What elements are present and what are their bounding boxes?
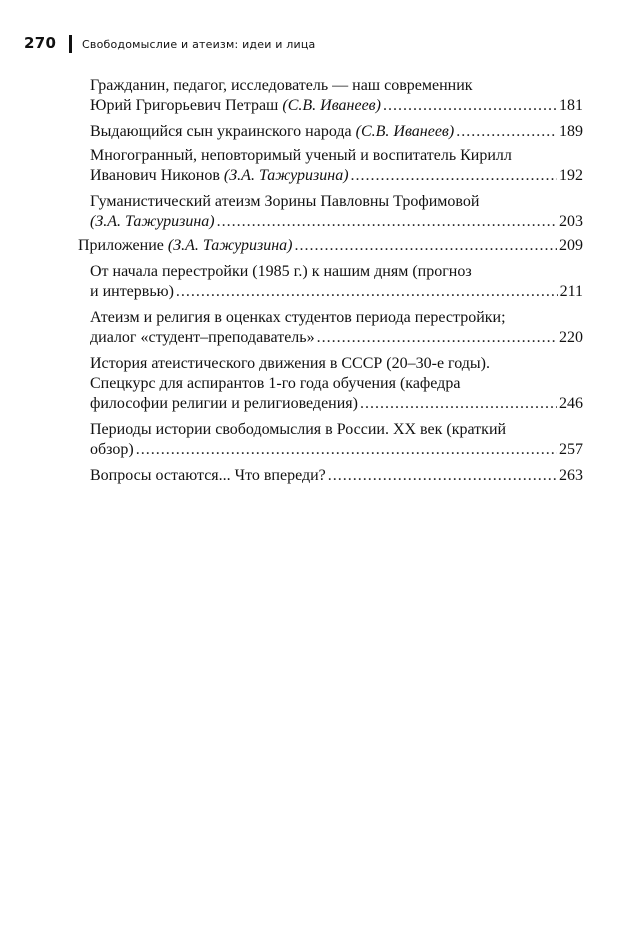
dot-leader [360,394,557,414]
toc-entry-title: диалог «студент–преподаватель» [90,329,315,346]
toc-entry-title: философии религии и религиоведения) [90,395,358,412]
toc-page-number: 181 [559,97,583,114]
toc-entry-line[interactable] [90,394,583,414]
toc-entry-title: Гражданин, педагог, исследователь — наш современник [90,77,473,94]
toc-entry-title: Многогранный, неповторимый ученый и воспитатель Кирилл [90,147,512,164]
toc-entry-author: (З.А. Тажуризина) [223,167,349,184]
dot-leader [217,212,557,232]
toc-entry-line [90,192,479,212]
toc-entry-title: Спецкурс для аспирантов 1-го года обучения (кафедра [90,375,461,392]
toc-entry-title: Периоды истории свободомыслия в России. XX век (краткий [90,421,507,438]
toc-entry-title: и интервью) [90,283,174,300]
toc-entry-title: Иванович Никонов [90,167,224,184]
dot-leader [136,440,557,460]
toc-entry-author: (С.В. Иванеев) [355,123,455,140]
toc-page-number: 189 [559,123,583,140]
toc-entry-line[interactable] [90,122,583,142]
toc-section-title: Приложение [78,237,168,254]
toc-entry-line [90,420,506,440]
toc-entry-line[interactable] [90,212,583,232]
toc-page-number: 203 [559,213,583,230]
toc-page-number: 209 [559,237,583,254]
toc-entry-title: Выдающийся сын украинского народа [90,123,356,140]
toc-page-number: 263 [559,467,583,484]
toc-entry-title: История атеистического движения в СССР (20–30-е годы). [90,355,490,372]
toc-page-number: 211 [559,283,583,300]
toc-entry-line[interactable] [90,328,583,348]
toc-entry-line[interactable] [90,282,583,302]
toc-page-number: 220 [559,329,583,346]
toc-entry-line [90,308,506,328]
toc-page-number: 192 [559,167,583,184]
toc-entry-author: (З.А. Тажуризина) [167,237,293,254]
toc-entry-line [90,146,512,166]
toc-entry-author: (С.В. Иванеев) [282,97,381,114]
toc-entry-line[interactable] [90,166,583,186]
running-title: Свободомыслие и атеизм: идеи и лица [82,38,316,51]
toc-entry-title: Атеизм и религия в оценках студентов периода перестройки; [90,309,506,326]
page-number: 270 [24,34,57,52]
toc-entry-line [90,354,490,374]
toc-entry-line [90,76,473,96]
toc-section-line[interactable] [78,236,583,256]
toc-entry-title: Вопросы остаются... Что впереди? [90,467,326,484]
toc-page-number: 246 [559,395,583,412]
dot-leader [317,328,557,348]
toc-entry-line [90,374,460,394]
dot-leader [351,166,557,186]
toc-entry-title: обзор) [90,441,134,458]
dot-leader [456,122,557,142]
toc-entry-title: Гуманистический атеизм Зорины Павловны Трофимовой [90,193,480,210]
toc-entry-line[interactable] [90,440,583,460]
dot-leader [328,466,557,486]
toc-entry-line [90,262,472,282]
dot-leader [176,282,558,302]
toc-entry-title: От начала перестройки (1985 г.) к нашим дням (прогноз [90,263,472,280]
dot-leader [295,236,558,256]
toc-page-number: 257 [559,441,583,458]
toc-entry-title: Юрий Григорьевич Петраш [90,97,283,114]
header-divider [69,35,72,53]
toc-entry-line[interactable] [90,466,583,486]
toc-entry-line[interactable] [90,96,583,116]
toc-entry-author: (З.А. Тажуризина) [90,213,215,230]
dot-leader [383,96,557,116]
